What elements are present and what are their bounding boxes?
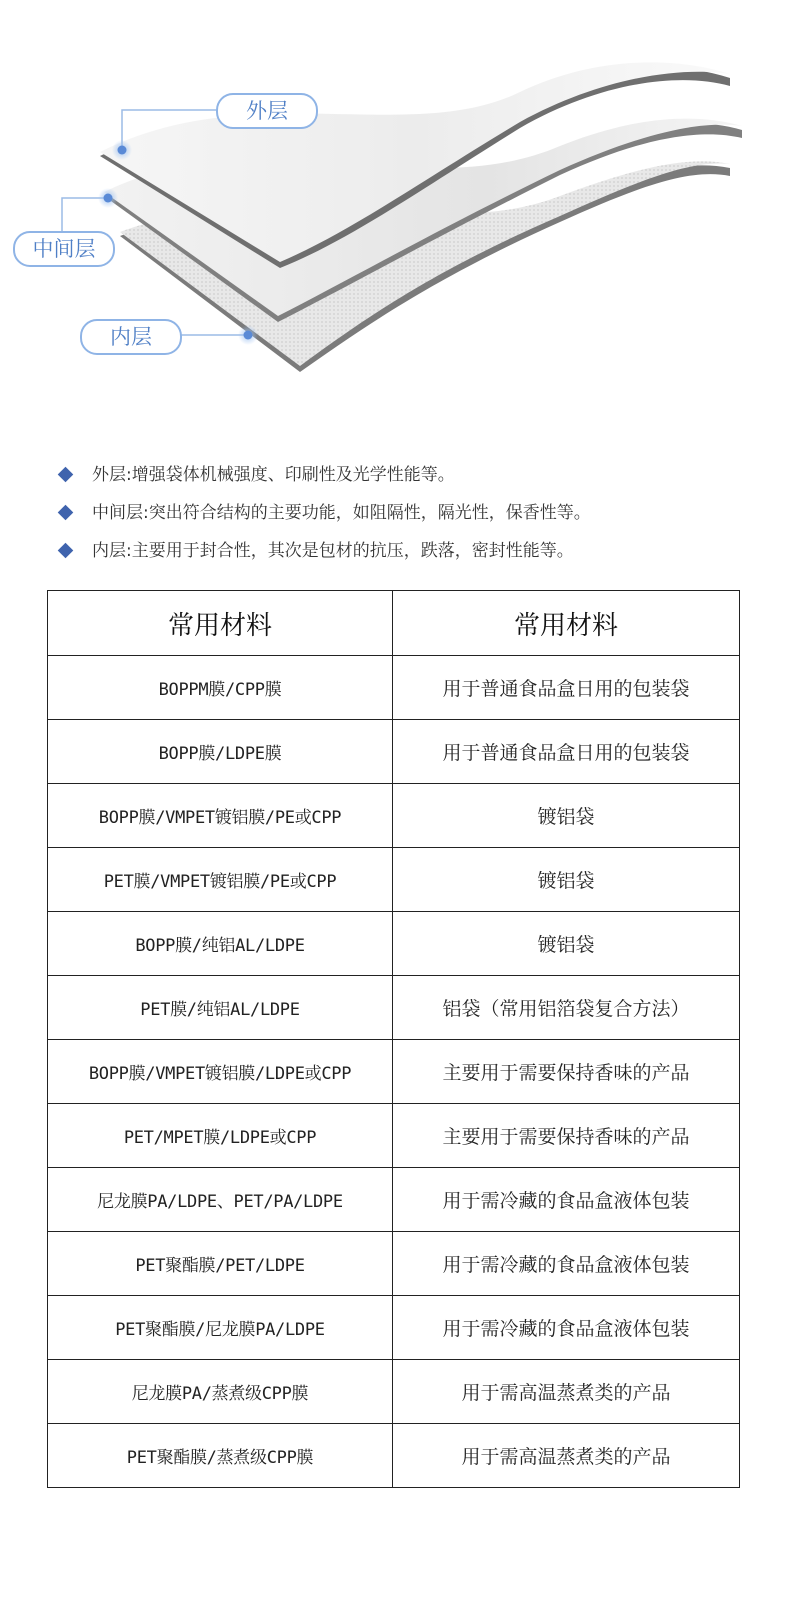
description-text: 中间层:突出符合结构的主要功能，如阻隔性，隔光性，保香性等。 — [92, 503, 591, 523]
middle-layer-tag: 中间层 — [13, 231, 115, 267]
table-row — [48, 1424, 740, 1488]
use-cell: 用于需冷藏的食品盒液体包装 — [393, 1232, 740, 1296]
table-row — [48, 1360, 740, 1424]
use-cell: 镀铝袋 — [393, 848, 740, 912]
material-cell: BOPP膜/纯铝AL/LDPE — [48, 912, 393, 976]
material-cell: BOPPM膜/CPP膜 — [48, 656, 393, 720]
use-cell: 镀铝袋 — [393, 784, 740, 848]
use-cell: 主要用于需要保持香味的产品 — [393, 1104, 740, 1168]
table-header-row — [48, 591, 740, 656]
table-row — [48, 848, 740, 912]
description-item-inner — [58, 532, 788, 570]
diamond-bullet-icon — [58, 467, 74, 483]
diamond-bullet-icon — [58, 505, 74, 521]
material-cell: 尼龙膜PA/LDPE、PET/PA/LDPE — [48, 1168, 393, 1232]
material-cell: PET膜/纯铝AL/LDPE — [48, 976, 393, 1040]
table-row — [48, 1104, 740, 1168]
layer-descriptions — [58, 456, 788, 570]
diamond-bullet-icon — [58, 543, 74, 559]
use-cell: 用于需高温蒸煮类的产品 — [393, 1424, 740, 1488]
material-cell: PET膜/VMPET镀铝膜/PE或CPP — [48, 848, 393, 912]
material-cell: PET聚酯膜/蒸煮级CPP膜 — [48, 1424, 393, 1488]
materials-table — [47, 590, 740, 1488]
use-cell: 主要用于需要保持香味的产品 — [393, 1040, 740, 1104]
layer-illustration — [0, 0, 800, 420]
table-row — [48, 1168, 740, 1232]
use-cell: 用于需冷藏的食品盒液体包装 — [393, 1296, 740, 1360]
film-layers-graphic — [0, 0, 800, 420]
material-cell: BOPP膜/VMPET镀铝膜/LDPE或CPP — [48, 1040, 393, 1104]
table-row — [48, 1232, 740, 1296]
use-cell: 用于普通食品盒日用的包装袋 — [393, 656, 740, 720]
description-text: 内层:主要用于封合性，其次是包材的抗压，跌落，密封性能等。 — [92, 541, 574, 561]
material-cell: 尼龙膜PA/蒸煮级CPP膜 — [48, 1360, 393, 1424]
table-row — [48, 1296, 740, 1360]
material-cell: PET/MPET膜/LDPE或CPP — [48, 1104, 393, 1168]
use-cell: 用于需冷藏的食品盒液体包装 — [393, 1168, 740, 1232]
use-cell: 铝袋（常用铝箔袋复合方法） — [393, 976, 740, 1040]
material-cell: PET聚酯膜/尼龙膜PA/LDPE — [48, 1296, 393, 1360]
outer-layer-tag: 外层 — [216, 93, 318, 129]
material-cell: PET聚酯膜/PET/LDPE — [48, 1232, 393, 1296]
header-cell-use: 常用材料 — [393, 591, 740, 656]
description-item-outer — [58, 456, 788, 494]
table-row — [48, 912, 740, 976]
material-cell: BOPP膜/VMPET镀铝膜/PE或CPP — [48, 784, 393, 848]
material-cell: BOPP膜/LDPE膜 — [48, 720, 393, 784]
description-text: 外层:增强袋体机械强度、印刷性及光学性能等。 — [92, 465, 455, 485]
inner-layer-tag: 内层 — [80, 319, 182, 355]
use-cell: 用于普通食品盒日用的包装袋 — [393, 720, 740, 784]
use-cell: 用于需高温蒸煮类的产品 — [393, 1360, 740, 1424]
table-row — [48, 656, 740, 720]
description-item-middle — [58, 494, 788, 532]
table-row — [48, 976, 740, 1040]
header-cell-material: 常用材料 — [48, 591, 393, 656]
use-cell: 镀铝袋 — [393, 912, 740, 976]
table-row — [48, 720, 740, 784]
table-row — [48, 1040, 740, 1104]
table-row — [48, 784, 740, 848]
